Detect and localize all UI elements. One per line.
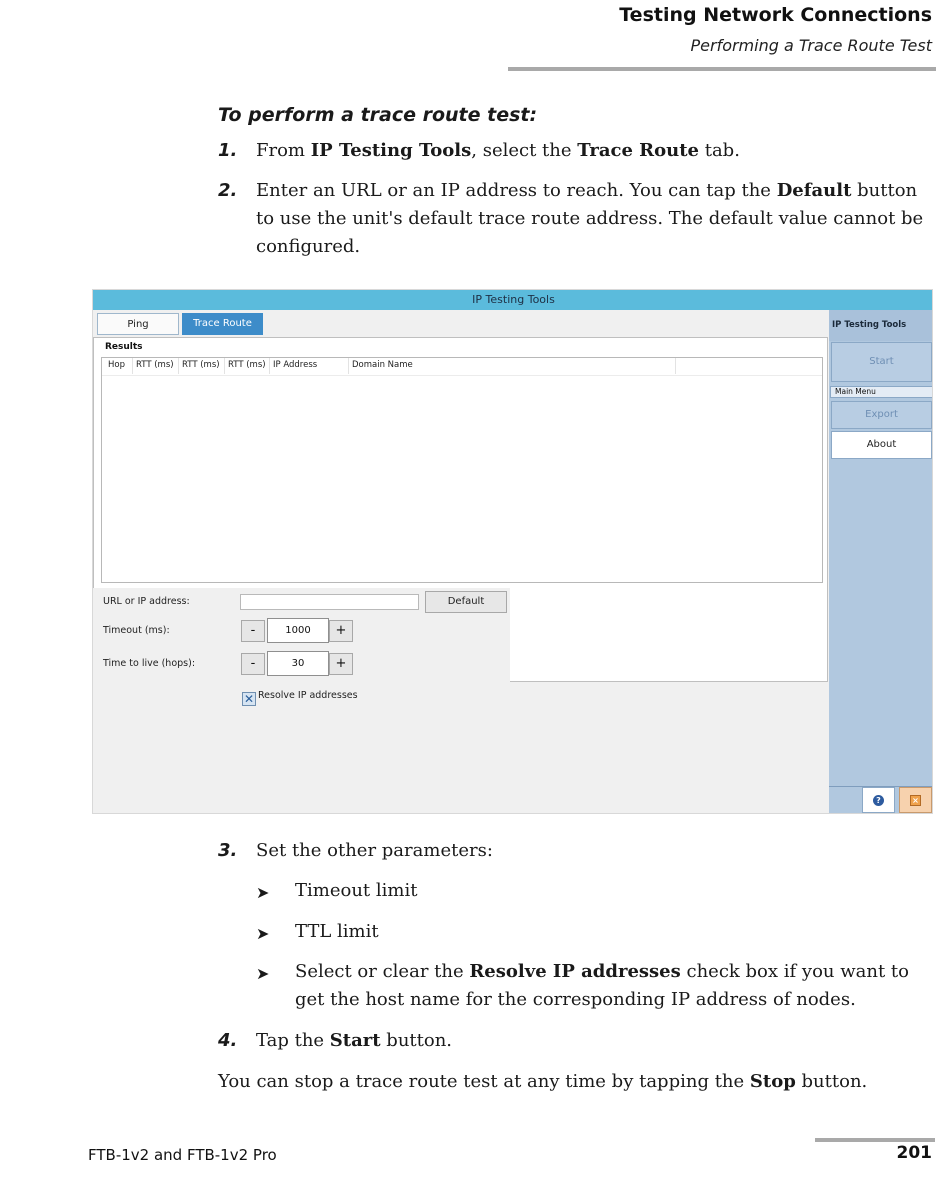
timeout-increment-button[interactable]: + <box>329 620 353 642</box>
results-header-line <box>102 375 822 376</box>
start-button[interactable]: Start <box>831 342 932 382</box>
ttl-label: Time to live (hops): <box>103 658 196 669</box>
step-1-text: From IP Testing Tools, select the Trace Route tab. <box>256 140 740 161</box>
help-button[interactable] <box>862 787 895 813</box>
tab-trace-route[interactable]: Trace Route <box>182 313 263 335</box>
help-icon: ? <box>873 795 884 806</box>
timeout-decrement-button[interactable]: - <box>241 620 265 642</box>
column-separator <box>224 358 225 374</box>
column-rtt-1[interactable]: RTT (ms) <box>136 360 174 370</box>
page-number: 201 <box>896 1143 932 1163</box>
bullet-resolve: Select or clear the Resolve IP addresses check box if you want to get the host name for the corresponding IP address of nodes. <box>295 961 909 1010</box>
ip-testing-tools-screenshot <box>92 289 933 814</box>
url-label: URL or IP address: <box>103 596 190 607</box>
default-button[interactable]: Default <box>425 591 507 613</box>
bullet-arrow-icon: ➤ <box>256 964 270 983</box>
step-3-text: Set the other parameters: <box>256 840 493 861</box>
footer-rule <box>815 1138 935 1142</box>
sidebar-header: IP Testing Tools <box>829 310 933 341</box>
header-rule <box>508 67 936 71</box>
column-separator <box>269 358 270 374</box>
step-4-text: Tap the Start button. <box>256 1030 453 1051</box>
column-separator <box>348 358 349 374</box>
ttl-decrement-button[interactable]: - <box>241 653 265 675</box>
step-2-text: Enter an URL or an IP address to reach. You can tap the Default button to use the unit's default trace route address. The default value cannot be configured. <box>256 180 924 257</box>
closing-note: You can stop a trace route test at any time by tapping the Stop button. <box>218 1071 868 1092</box>
column-hop[interactable]: Hop <box>108 360 125 370</box>
bullet-ttl: TTL limit <box>295 921 379 942</box>
column-separator <box>178 358 179 374</box>
column-separator <box>132 358 133 374</box>
ttl-increment-button[interactable]: + <box>329 653 353 675</box>
close-icon: × <box>910 795 921 806</box>
timeout-value[interactable]: 1000 <box>267 618 329 643</box>
results-list[interactable] <box>101 357 823 583</box>
url-input[interactable] <box>240 594 419 610</box>
resolve-ip-label: Resolve IP addresses <box>258 690 358 701</box>
main-area <box>93 310 828 814</box>
footer-product: FTB-1v2 and FTB-1v2 Pro <box>88 1146 277 1164</box>
column-ip-address[interactable]: IP Address <box>273 360 318 370</box>
bullet-arrow-icon: ➤ <box>256 883 270 902</box>
column-separator <box>675 358 676 374</box>
column-rtt-2[interactable]: RTT (ms) <box>182 360 220 370</box>
about-button[interactable]: About <box>831 431 932 459</box>
window-title: IP Testing Tools <box>93 290 933 310</box>
resolve-ip-checkbox[interactable] <box>242 692 256 706</box>
section-title: Performing a Trace Route Test <box>690 36 932 55</box>
bullet-arrow-icon: ➤ <box>256 924 270 943</box>
step-1-number: 1. <box>218 140 238 161</box>
step-3-number: 3. <box>218 840 238 861</box>
timeout-label: Timeout (ms): <box>103 625 170 636</box>
bullet-timeout: Timeout limit <box>295 880 418 901</box>
column-rtt-3[interactable]: RTT (ms) <box>228 360 266 370</box>
results-label: Results <box>105 342 143 352</box>
step-4-number: 4. <box>218 1030 238 1051</box>
checkmark-icon: ✕ <box>243 692 255 706</box>
procedure-title: To perform a trace route test: <box>218 104 538 126</box>
main-menu-label[interactable]: Main Menu <box>830 386 933 398</box>
chapter-title: Testing Network Connections <box>619 4 932 26</box>
column-domain-name[interactable]: Domain Name <box>352 360 413 370</box>
step-2-number: 2. <box>218 180 238 201</box>
close-button[interactable] <box>899 787 932 813</box>
export-button[interactable]: Export <box>831 401 932 429</box>
right-sidebar <box>829 310 933 814</box>
ttl-value[interactable]: 30 <box>267 651 329 676</box>
tab-ping[interactable]: Ping <box>97 313 179 335</box>
